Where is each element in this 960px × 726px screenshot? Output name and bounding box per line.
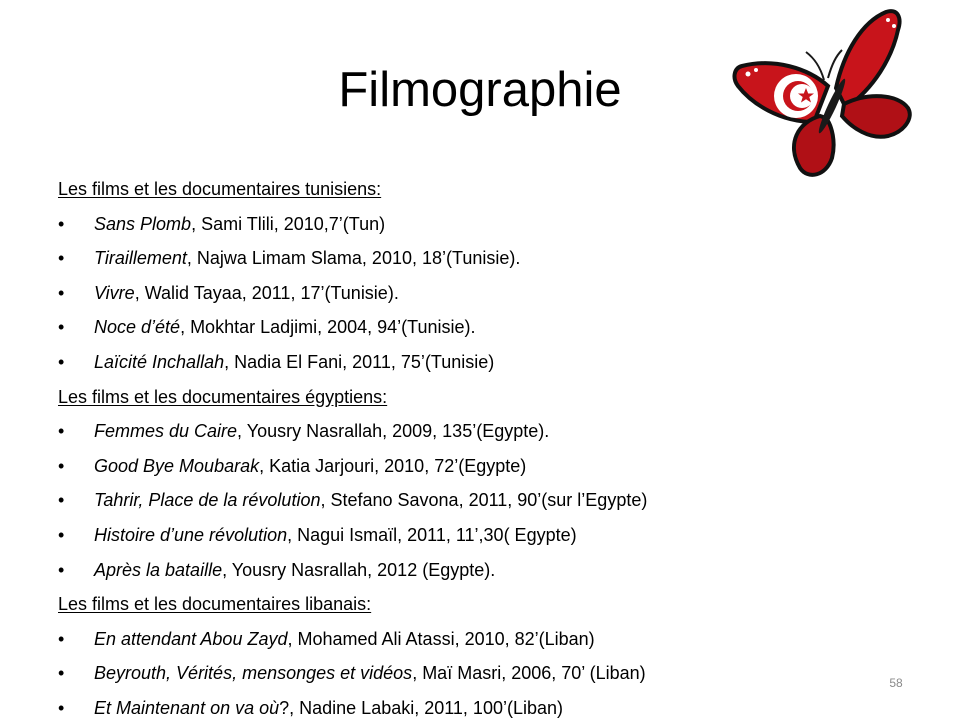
bullet-icon: • [58,317,65,338]
film-details: , Yousry Nasrallah, 2012 (Egypte). [222,559,496,580]
page-number: 58 [889,676,903,690]
bullet-icon: • [58,628,65,649]
film-list-item [58,241,878,276]
film-title: Tahrir, Place de la révolution [94,490,321,511]
film-details: ?, Nadine Labaki, 2011, 100’(Liban) [279,697,563,718]
film-list-item [58,310,878,345]
bullet-icon: • [58,421,65,442]
film-details: , Stefano Savona, 2011, 90’(sur l’Egypte) [320,490,648,511]
film-list-item [58,691,878,726]
film-list-item [58,207,878,242]
film-list-item [58,483,878,518]
filmography-list [58,172,878,726]
section-heading: Les films et les documentaires libanais: [58,594,372,615]
film-details: , Sami Tlili, 2010,7’(Tun) [191,213,386,234]
film-title: Tiraillement [94,248,187,269]
film-title: Noce d’été [94,317,181,338]
film-list-item [58,449,878,484]
bullet-icon: • [58,455,65,476]
section-heading: Les films et les documentaires tunisiens: [58,179,382,199]
film-details: , Najwa Limam Slama, 2010, 18’(Tunisie). [186,248,521,269]
film-list-item [58,518,878,553]
bullet-icon: • [58,490,65,511]
film-title: Good Bye Moubarak [94,455,260,476]
film-title: Laïcité Inchallah [94,351,225,372]
film-details: , Katia Jarjouri, 2010, 72’(Egypte) [259,455,527,476]
bullet-icon: • [58,351,65,372]
film-title: Femmes du Caire [94,421,238,442]
bullet-icon: • [58,524,65,545]
film-title: Et Maintenant on va où [94,697,280,718]
butterfly-icon [728,4,918,184]
film-list-item [58,622,878,657]
film-title: Après la bataille [94,559,223,580]
film-title: Vivre [94,282,135,303]
film-details: , Walid Tayaa, 2011, 17’(Tunisie). [134,282,399,303]
film-details: , Mokhtar Ladjimi, 2004, 94’(Tunisie). [180,317,476,338]
film-title: Histoire d’une révolution [94,524,288,545]
film-details: , Maï Masri, 2006, 70’ (Liban) [412,663,646,684]
slide-title: Filmographie [338,63,622,117]
bullet-icon: • [58,697,65,718]
film-details: , Mohamed Ali Atassi, 2010, 82’(Liban) [287,628,595,649]
section-heading: Les films et les documentaires égyptiens: [58,386,388,407]
film-list-item [58,656,878,691]
film-title: Sans Plomb [94,213,192,234]
film-list-item [58,345,878,380]
film-details: , Nagui Ismaïl, 2011, 11’,30( Egypte) [287,524,577,545]
film-details: , Yousry Nasrallah, 2009, 135’(Egypte). [237,421,550,442]
film-list-item [58,553,878,588]
bullet-icon: • [58,282,65,303]
film-title: En attendant Abou Zayd [94,628,288,649]
film-details: , Nadia El Fani, 2011, 75’(Tunisie) [224,351,495,372]
bullet-icon: • [58,663,65,684]
bullet-icon: • [58,559,65,580]
film-list-item [58,276,878,311]
film-title: Beyrouth, Vérités, mensonges et vidéos [94,663,413,684]
film-list-item [58,414,878,449]
bullet-icon: • [58,248,65,269]
bullet-icon: • [58,213,65,234]
